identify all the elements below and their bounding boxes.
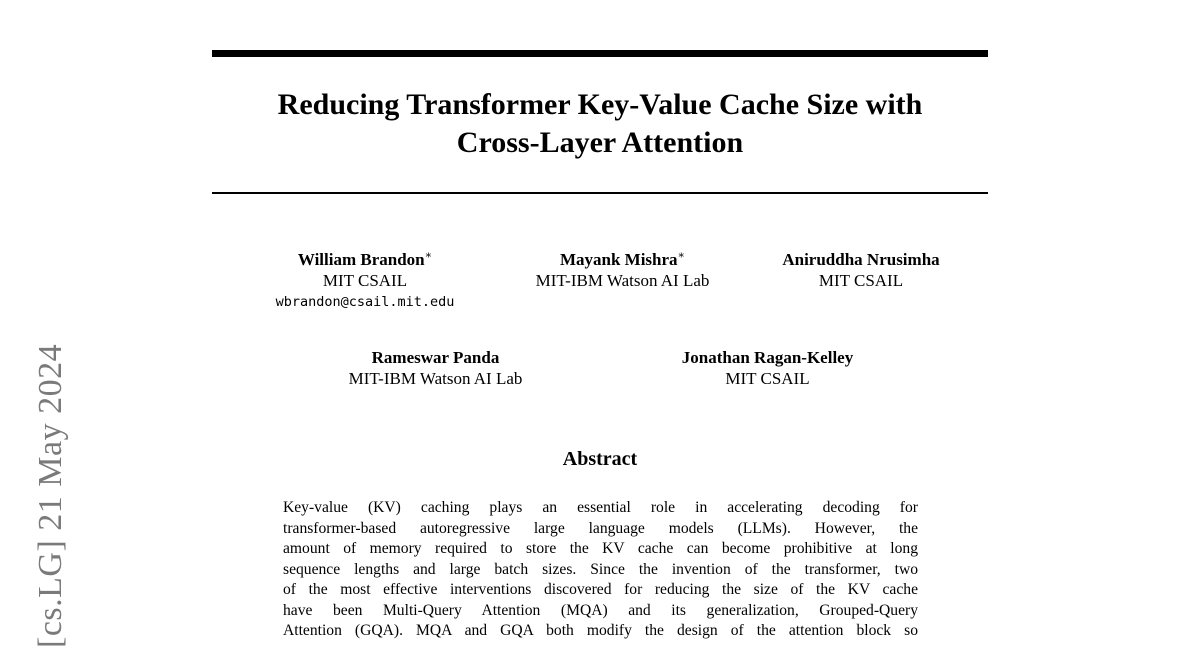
abstract-line: have been Multi-Query Attention (MQA) and its generalization, Grouped-Query bbox=[283, 601, 918, 619]
author-aniruddha-nrusimha bbox=[745, 249, 977, 291]
author-name: Aniruddha Nrusimha bbox=[782, 250, 940, 269]
author-affiliation: MIT CSAIL bbox=[725, 369, 810, 388]
author-affiliation: MIT-IBM Watson AI Lab bbox=[535, 271, 710, 290]
title-line: Cross-Layer Attention bbox=[456, 126, 744, 159]
author-name: Rameswar Panda bbox=[371, 348, 500, 367]
author-email: wbrandon@csail.mit.edu bbox=[275, 294, 455, 310]
abstract-line: sequence lengths and large batch sizes. Since the invention of the transformer, two bbox=[283, 560, 918, 578]
abstract-line: amount of memory required to store the KV cache can become prohibitive at long bbox=[283, 540, 918, 557]
author-affiliation: MIT-IBM Watson AI Lab bbox=[348, 369, 523, 388]
author-name: Mayank Mishra∗ bbox=[559, 249, 686, 269]
arxiv-stamp: [cs.LG] 21 May 2024 bbox=[32, 343, 69, 648]
equal-contribution-mark: ∗ bbox=[677, 249, 686, 262]
author-rameswar-panda bbox=[318, 347, 553, 389]
author-mayank-mishra bbox=[505, 249, 740, 291]
author-jonathan-ragan-kelley bbox=[640, 347, 895, 389]
abstract-line: of the most effective interventions discovered for reducing the size of the KV cache bbox=[283, 581, 918, 598]
title-line: Reducing Transformer Key-Value Cache Size with bbox=[277, 88, 923, 121]
abstract-line: Key-value (KV) caching plays an essential role in accelerating decoding for bbox=[283, 499, 918, 516]
author-william-brandon bbox=[230, 249, 500, 313]
author-affiliation: MIT CSAIL bbox=[322, 271, 408, 290]
author-name: William Brandon∗ bbox=[297, 249, 433, 269]
abstract-body bbox=[283, 498, 918, 642]
equal-contribution-mark: ∗ bbox=[424, 249, 433, 262]
abstract-heading: Abstract bbox=[562, 448, 638, 470]
author-affiliation: MIT CSAIL bbox=[818, 271, 904, 290]
paper-title bbox=[212, 86, 988, 162]
abstract-line: Attention (GQA). MQA and GQA both modify the design of the attention block so bbox=[283, 622, 918, 639]
title-top-rule bbox=[212, 50, 988, 57]
abstract-line: transformer-based autoregressive large language models (LLMs). However, the bbox=[283, 519, 918, 537]
title-bottom-rule bbox=[212, 192, 988, 194]
author-name: Jonathan Ragan-Kelley bbox=[681, 348, 854, 367]
